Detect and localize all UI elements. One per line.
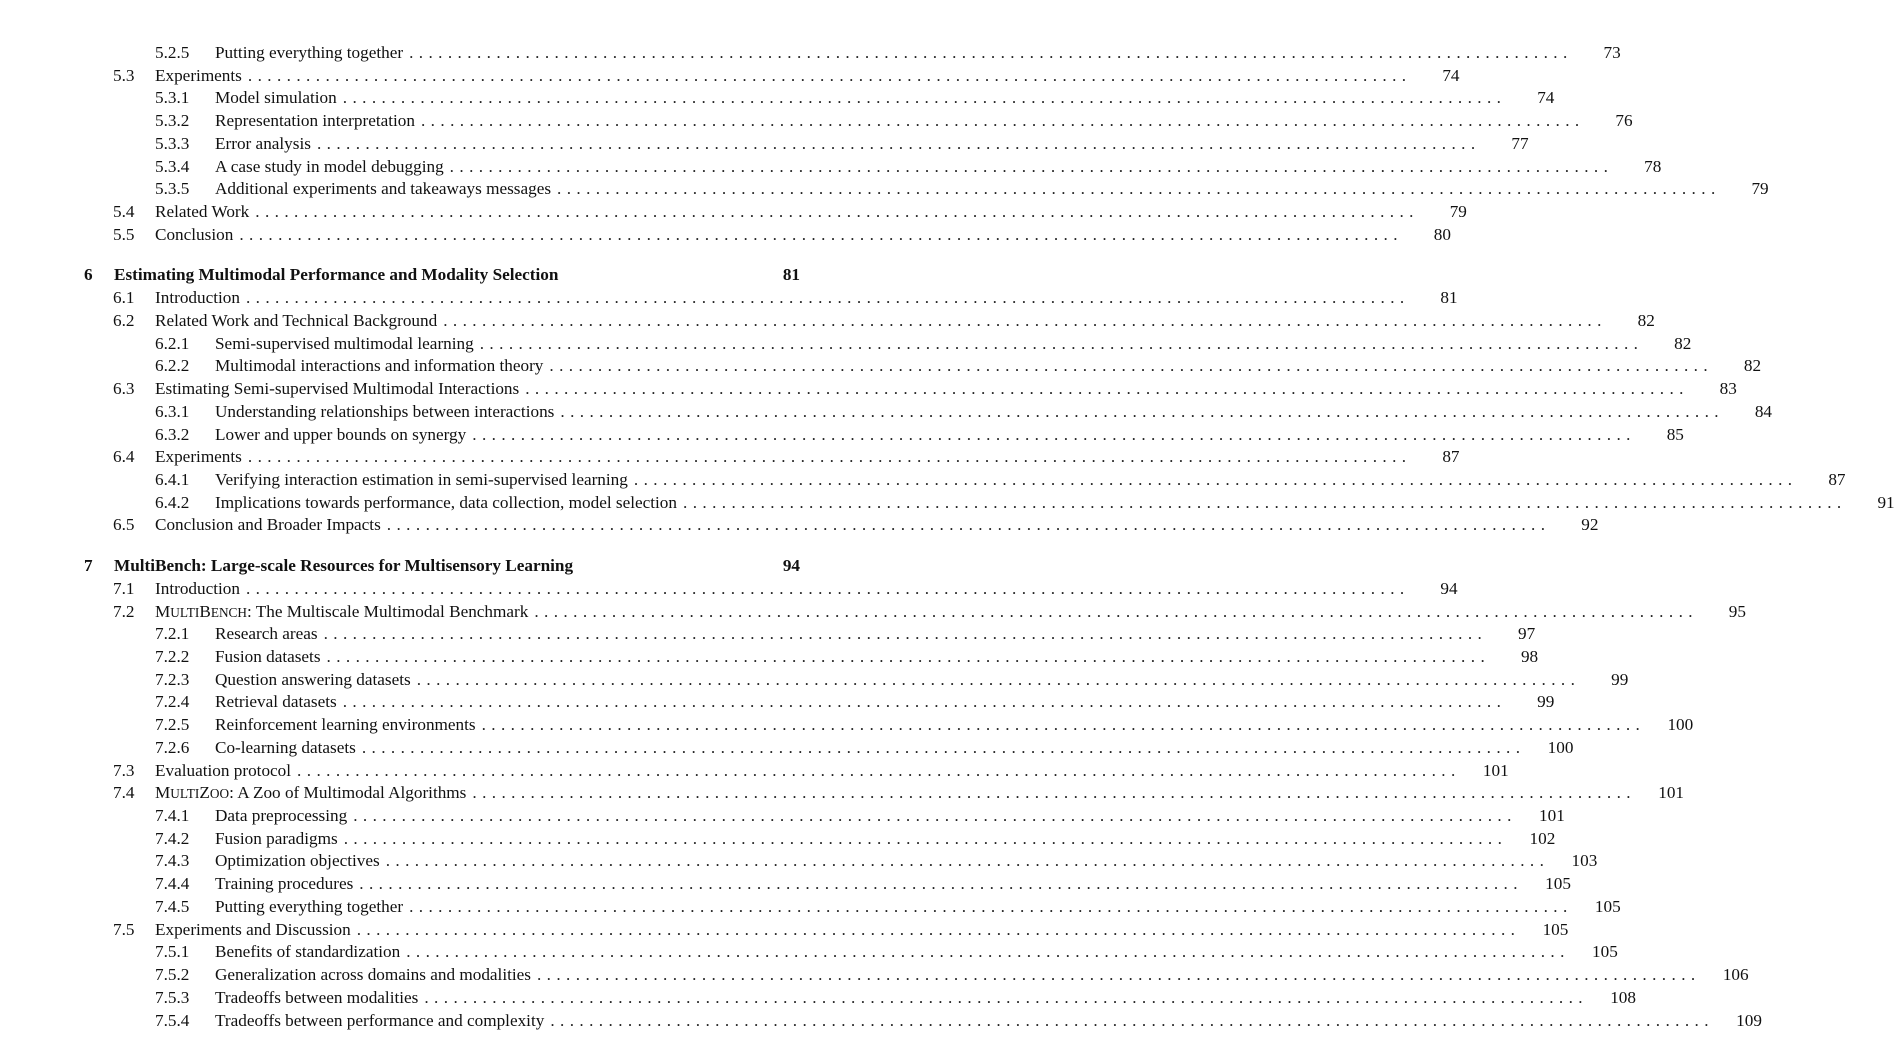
- toc-page-number: 91: [1877, 492, 1895, 512]
- toc-title: Semi-supervised multimodal learning: [215, 333, 474, 353]
- toc-entry[interactable]: [113, 201, 1467, 223]
- toc-entry[interactable]: [155, 156, 1662, 178]
- toc-dot-leader: ........................................................................................................................: [406, 942, 1570, 962]
- toc-number: 5.3.2: [155, 111, 190, 131]
- toc-number: 5.4: [113, 202, 135, 222]
- toc-page-number: 87: [1828, 469, 1846, 489]
- toc-dot-leader: ........................................................................................................................: [316, 133, 1481, 153]
- toc-title: Evaluation protocol: [155, 760, 292, 780]
- toc-number: 5.2.5: [155, 43, 190, 62]
- toc-dot-leader: ........................................................................................................................: [245, 288, 1410, 308]
- toc-dot-leader: ........................................................................................................................: [683, 492, 1847, 512]
- toc-page-number: 103: [1571, 851, 1598, 871]
- toc-entry[interactable]: [113, 310, 1655, 332]
- toc-entry[interactable]: [155, 669, 1629, 691]
- toc-number: 5.3.5: [155, 179, 190, 199]
- toc-entry[interactable]: [113, 578, 1458, 600]
- toc-entry[interactable]: [155, 691, 1555, 713]
- toc-title: Tradeoffs between performance and complexity: [215, 1010, 545, 1030]
- toc-title: Related Work and Technical Background: [155, 310, 438, 330]
- toc-page-number: 80: [1433, 224, 1451, 244]
- toc-page-number: 105: [1594, 896, 1621, 916]
- toc-page-number: 94: [782, 556, 800, 576]
- toc-dot-leader: ........................................................................................................................: [359, 874, 1523, 894]
- toc-dot-leader: ........................................................................................................................: [343, 828, 1508, 848]
- toc-page-number: 100: [1667, 715, 1694, 735]
- toc-dot-leader: ........................................................................................................................: [323, 624, 1488, 644]
- toc-number: 7.2.6: [155, 737, 190, 757]
- toc-page-number: 98: [1520, 647, 1539, 666]
- toc-entry[interactable]: [155, 110, 1633, 132]
- toc-dot-leader: ........................................................................................................................: [385, 851, 1550, 871]
- toc-entry[interactable]: [113, 65, 1460, 87]
- toc-entry[interactable]: [155, 850, 1598, 872]
- toc-page-number: 82: [1674, 333, 1692, 353]
- toc-dot-leader: ........................................................................................................................: [416, 669, 1581, 689]
- toc-title: Co-learning datasets: [215, 737, 356, 757]
- toc-number: 7.4.5: [155, 896, 190, 916]
- toc-page-number: 78: [1644, 156, 1662, 176]
- toc-chapter[interactable]: [84, 264, 800, 286]
- toc-number: 7.4: [113, 783, 135, 803]
- toc-dot-leader: ........................................................................................................................: [560, 401, 1724, 421]
- toc-page-number: 99: [1611, 669, 1629, 689]
- toc-entry[interactable]: [155, 896, 1621, 918]
- toc-number: 7.5.1: [155, 942, 190, 962]
- toc-number: 7.4.2: [155, 828, 190, 848]
- toc-dot-leader: ........................................................................................................................: [409, 896, 1573, 916]
- toc-page-number: 109: [1736, 1010, 1762, 1030]
- toc-page-number: 76: [1615, 111, 1633, 131]
- toc-entry[interactable]: [155, 133, 1529, 155]
- toc-title: MULTIBENCH: The Multiscale Multimodal Benchmark: [155, 601, 529, 621]
- toc-entry[interactable]: [113, 287, 1458, 309]
- toc-dot-leader: ........................................................................................................................: [386, 515, 1551, 535]
- toc-number: 5.3.3: [155, 133, 190, 153]
- toc-title: Data preprocessing: [215, 806, 348, 826]
- toc-entry[interactable]: [155, 828, 1556, 850]
- toc-number: 7.1: [113, 578, 135, 598]
- toc-entry[interactable]: [155, 424, 1684, 446]
- toc-dot-leader: ........................................................................................................................: [481, 715, 1646, 735]
- toc-title: A case study in model debugging: [215, 156, 444, 176]
- toc-number: 6.4.1: [155, 469, 190, 489]
- toc-number: 5.3: [113, 65, 135, 85]
- toc-entry[interactable]: [113, 446, 1460, 468]
- toc-entry[interactable]: [155, 873, 1571, 895]
- toc-number: 5.3.4: [155, 156, 190, 176]
- toc-page-number: 73: [1603, 43, 1621, 62]
- toc-dot-leader: ........................................................................................................................: [297, 760, 1461, 780]
- toc-page-number: 99: [1537, 692, 1555, 712]
- toc-dot-leader: ........................................................................................................................: [409, 43, 1573, 62]
- toc-number: 6.5: [113, 515, 135, 535]
- toc-entry[interactable]: [155, 646, 1539, 668]
- toc-entry[interactable]: [155, 805, 1565, 827]
- toc-entry[interactable]: [155, 469, 1846, 491]
- toc-dot-leader: ........................................................................................................................: [443, 310, 1607, 330]
- toc-number: 7.2: [113, 601, 135, 621]
- toc-page-number: 84: [1754, 401, 1772, 421]
- toc-title: MULTIZOO: A Zoo of Multimodal Algorithms: [155, 783, 467, 803]
- toc-title: Putting everything together: [215, 896, 404, 916]
- toc-number: 7.5: [113, 919, 135, 939]
- toc-entry[interactable]: [155, 355, 1762, 377]
- toc-dot-leader: ........................................................................................................................: [361, 737, 1526, 757]
- toc-title: Experiments: [155, 65, 242, 85]
- toc-dot-leader: ........................................................................................................................: [550, 1010, 1714, 1030]
- toc-number: 6.3.2: [155, 424, 190, 444]
- toc-dot-leader: ........................................................................................................................: [255, 202, 1419, 222]
- toc-dot-leader: ........................................................................................................................: [472, 783, 1636, 803]
- toc-entry[interactable]: [155, 987, 1636, 1009]
- toc-title: Introduction: [155, 578, 240, 598]
- toc-dot-leader: ........................................................................................................................: [424, 987, 1588, 1007]
- toc-number: 6.3.1: [155, 401, 190, 421]
- toc-dot-leader: ........................................................................................................................: [247, 65, 1412, 85]
- toc-dot-leader: ........................................................................................................................: [449, 156, 1614, 176]
- toc-number: 7.2.2: [155, 647, 190, 666]
- toc-page-number: 82: [1743, 356, 1762, 376]
- toc-page-number: 108: [1610, 987, 1636, 1007]
- toc-page-number: 101: [1539, 806, 1565, 826]
- toc-number: 7.5.2: [155, 965, 190, 985]
- toc-entry[interactable]: [155, 87, 1555, 109]
- toc-entry[interactable]: [113, 919, 1569, 941]
- toc-title: Training procedures: [215, 874, 354, 894]
- toc-page-number: 81: [782, 265, 800, 285]
- toc-number: 5.3.1: [155, 88, 190, 108]
- toc-dot-leader: ........................................................................................................................: [536, 965, 1701, 985]
- toc-page-number: 79: [1751, 179, 1769, 199]
- toc-number: 6.2.2: [155, 356, 190, 376]
- toc-entry[interactable]: [155, 333, 1692, 355]
- toc-entry[interactable]: [155, 1010, 1762, 1032]
- toc-title: Representation interpretation: [215, 111, 415, 131]
- toc-number: 7.2.5: [155, 715, 190, 735]
- toc-page-number: 105: [1542, 919, 1569, 939]
- toc-page-number: 74: [1442, 65, 1460, 85]
- toc-entry[interactable]: [155, 737, 1574, 759]
- toc-dot-leader: ........................................................................................................................: [353, 806, 1517, 826]
- toc-number: 6.4.2: [155, 492, 190, 512]
- toc-dot-leader: ........................................................................................................................: [534, 601, 1698, 621]
- toc-title: Understanding relationships between interactions: [215, 401, 555, 421]
- toc-entry[interactable]: [113, 514, 1599, 536]
- toc-page-number: 95: [1728, 601, 1746, 621]
- toc-entry[interactable]: [113, 760, 1509, 782]
- toc-page-number: 106: [1722, 965, 1749, 985]
- toc-page-number: 81: [1440, 288, 1458, 308]
- toc-title: Generalization across domains and modalities: [215, 965, 531, 985]
- toc-title: Question answering datasets: [215, 669, 411, 689]
- toc-dot-leader: ........................................................................................................................: [342, 692, 1507, 712]
- toc-entry[interactable]: [155, 401, 1772, 423]
- toc-dot-leader: ........................................................................................................................: [247, 447, 1412, 467]
- toc-number: 7.2.3: [155, 669, 190, 689]
- toc-title: Putting everything together: [215, 43, 404, 62]
- toc-dot-leader: ........................................................................................................................: [479, 333, 1644, 353]
- toc-number: 6.1: [113, 288, 135, 308]
- toc-page-number: 101: [1482, 760, 1509, 780]
- toc-dot-leader: ........................................................................................................................: [633, 469, 1798, 489]
- toc-number: 7.2.4: [155, 692, 190, 712]
- toc-title: Model simulation: [215, 88, 337, 108]
- toc-page-number: 82: [1637, 310, 1655, 330]
- toc-entry[interactable]: [155, 941, 1618, 963]
- toc-title: Benefits of standardization: [215, 942, 401, 962]
- toc-title: Estimating Multimodal Performance and Modality Selection: [114, 265, 559, 285]
- toc-number: 7.5.4: [155, 1010, 190, 1030]
- toc-page-number: 102: [1529, 828, 1556, 848]
- toc-page-number: 105: [1592, 942, 1618, 962]
- toc-number: 6.2.1: [155, 333, 190, 353]
- toc-entry[interactable]: [113, 224, 1451, 246]
- toc-dot-leader: ........................................................................................................................: [549, 356, 1714, 376]
- toc-dot-leader: ........................................................................................................................: [472, 424, 1636, 444]
- toc-entry[interactable]: [113, 782, 1684, 804]
- toc-dot-leader: ........................................................................................................................: [245, 578, 1410, 598]
- toc-title: Reinforcement learning environments: [215, 715, 476, 735]
- toc-page-number: 97: [1518, 624, 1536, 644]
- toc-page-number: 77: [1511, 133, 1529, 153]
- toc-number: 6.4: [113, 447, 135, 467]
- toc-page-number: 83: [1719, 379, 1737, 399]
- toc-number: 6.3: [113, 379, 135, 399]
- toc-page-number: 94: [1440, 578, 1458, 598]
- toc-title: Research areas: [215, 624, 318, 644]
- toc-number: 7: [84, 556, 93, 576]
- toc-title: Fusion paradigms: [215, 828, 338, 848]
- toc-title: Implications towards performance, data collection, model selection: [215, 492, 677, 512]
- toc-title: Verifying interaction estimation in semi-supervised learning: [215, 469, 628, 489]
- toc-title: Related Work: [155, 202, 250, 222]
- toc-number: 7.4.4: [155, 874, 190, 894]
- toc-page-number: 100: [1547, 737, 1574, 757]
- toc-title: Additional experiments and takeaways messages: [215, 179, 552, 199]
- toc-number: 6.2: [113, 310, 135, 330]
- toc-title: Conclusion and Broader Impacts: [155, 515, 381, 535]
- toc-dot-leader: ........................................................................................................................: [326, 647, 1491, 666]
- toc-page-number: 87: [1442, 447, 1460, 467]
- toc-entry[interactable]: [155, 964, 1749, 986]
- toc-page-number: 85: [1666, 424, 1684, 444]
- toc-title: Multimodal interactions and information theory: [215, 356, 544, 376]
- toc-title: Tradeoffs between modalities: [215, 987, 419, 1007]
- toc-number: 7.4.3: [155, 851, 190, 871]
- toc-page-number: 101: [1658, 783, 1684, 803]
- toc-entry[interactable]: [155, 492, 1895, 514]
- toc-entry[interactable]: [155, 42, 1621, 64]
- toc-entry[interactable]: [155, 714, 1694, 736]
- toc-entry[interactable]: [113, 601, 1746, 623]
- toc-title: Retrieval datasets: [215, 692, 337, 712]
- toc-dot-leader: ........................................................................................................................: [420, 111, 1585, 131]
- toc-title: Introduction: [155, 288, 240, 308]
- toc-title: Experiments and Discussion: [155, 919, 351, 939]
- toc-entry[interactable]: [155, 623, 1536, 645]
- toc-entry[interactable]: [155, 178, 1769, 200]
- toc-number: 7.3: [113, 760, 135, 780]
- toc-number: 6: [84, 265, 93, 285]
- toc-title: Experiments: [155, 447, 242, 467]
- toc-dot-leader: ........................................................................................................................: [557, 179, 1721, 199]
- toc-page-number: 74: [1537, 88, 1555, 108]
- toc-number: 7.5.3: [155, 987, 190, 1007]
- toc-title: Fusion datasets: [215, 647, 321, 666]
- toc-number: 5.5: [113, 224, 135, 244]
- toc-title: Estimating Semi-supervised Multimodal Interactions: [155, 379, 520, 399]
- toc-title: Lower and upper bounds on synergy: [215, 424, 467, 444]
- toc-page-number: 105: [1545, 874, 1571, 894]
- toc-title: Conclusion: [155, 224, 234, 244]
- toc-chapter[interactable]: [84, 555, 800, 577]
- toc-title: Optimization objectives: [215, 851, 380, 871]
- toc-dot-leader: ........................................................................................................................: [356, 919, 1521, 939]
- toc-dot-leader: ........................................................................................................................: [239, 224, 1403, 244]
- toc-number: 7.4.1: [155, 806, 190, 826]
- toc-page-number: 92: [1581, 515, 1599, 535]
- toc-dot-leader: ........................................................................................................................: [525, 379, 1689, 399]
- toc-entry[interactable]: [113, 378, 1737, 400]
- toc-title: Error analysis: [215, 133, 311, 153]
- toc-page-number: 79: [1449, 202, 1467, 222]
- toc-number: 7.2.1: [155, 624, 190, 644]
- toc-title: MultiBench: Large-scale Resources for Multisensory Learning: [114, 556, 574, 576]
- toc-dot-leader: ........................................................................................................................: [342, 88, 1507, 108]
